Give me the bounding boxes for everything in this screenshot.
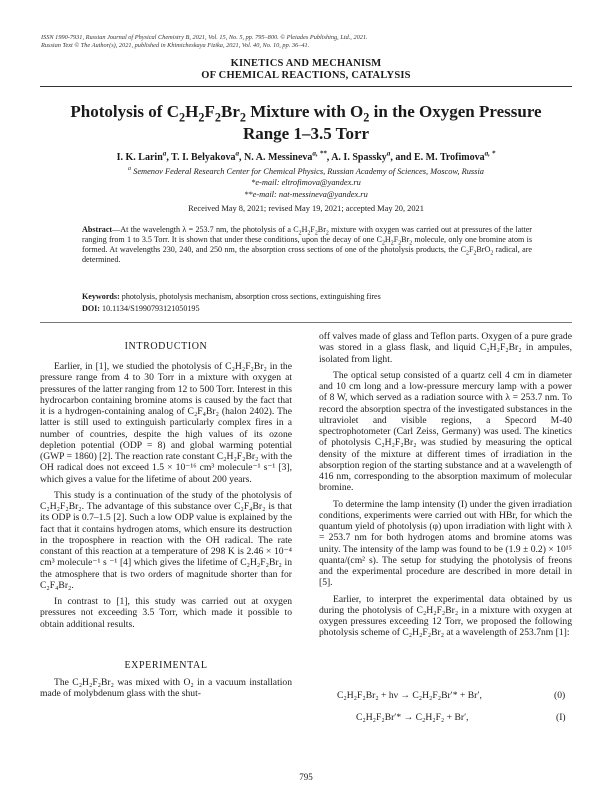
keywords: Keywords: photolysis, photolysis mechanism, absorption cross sections, extinguishing fires bbox=[82, 292, 381, 301]
intro-paragraph-2: This study is a continuation of the study of the photolysis of C₂H₂F₂Br₂. The advantage of this substance over C₂F₄Br₂ is that its ODP is 0.7–1.5 [2]. Such a low ODP value is explained by the fact that it contains hydrogen atoms, which ensure its destruction in the troposphere in reaction with the OH radical. The rate constant of this reaction at a temperature of 298 K is 2.46 × 10⁻⁴ cm³ molecule⁻¹ s ⁻¹ [4] which gives the lifetime of C₂H₂F₂Br₂ in the atmosphere that is two orders of magnitude shorter than for C₂F₄Br₂. bbox=[40, 489, 292, 591]
equation-0: C₂H₂F₂Br₂ + hν → C₂H₂F₂Br′* + Br′, bbox=[337, 690, 482, 701]
doi: DOI: 10.1134/S1990793121050195 bbox=[82, 304, 200, 313]
intro-paragraph-3: In contrast to [1], this study was carried out at oxygen pressures not exceeding 3.5 Torr, which made it possible to obtain additional results. bbox=[40, 596, 292, 630]
right-paragraph-2: The optical setup consisted of a quartz cell 4 cm in diameter and 10 cm long and a low-pressure mercury lamp with a power of 8 W, which served as a radiation source with λ = 253.7 nm. To record the absorption spectra of the investigated substances in the ultraviolet and visible regions, a Specord M-40 spectrophotometer (Carl Zeiss, Germany) was used. The kinetics of photolysis C₂H₂F₂Br₂ was studied by measuring the optical density of the mixture at different times of irradiation in the absorption region of the starting substance and at a wavelength of 416 nm, corresponding to the absorption maximum of molecular bromine. bbox=[319, 369, 572, 494]
equation-1-number: (I) bbox=[556, 712, 566, 723]
right-paragraph-3: To determine the lamp intensity (I) under the given irradiation conditions, experiments were carried out with HBr, for which the quantum yield of photolysis (φ) upon irradiation with light with λ = 253.7 nm for both hydrogen atoms and bromine atoms was unity. The intensity of the lamp was found to be (1.9 ± 0.2) × 10¹⁵ quanta/(cm² s). The setup for studying the photolysis of freons and the experimental procedure are described in more detail in [5]. bbox=[319, 498, 572, 589]
paper-title-line-2: Range 1–3.5 Torr bbox=[242, 124, 370, 143]
email-2: **e-mail: nat-messineva@yandex.ru bbox=[244, 190, 368, 199]
section-title-line-1: KINETICS AND MECHANISM bbox=[230, 58, 382, 69]
journal-header-line-1: ISSN 1990-7931, Russian Journal of Physical Chemistry B, 2021, Vol. 15, No. 5, pp. 795–800. © Pleiades Publishing, Ltd., 2021. bbox=[41, 34, 368, 41]
received-dates: Received May 8, 2021; revised May 19, 2021; accepted May 20, 2021 bbox=[188, 204, 424, 213]
heading-experimental: EXPERIMENTAL bbox=[124, 660, 208, 671]
equation-0-number: (0) bbox=[554, 690, 566, 701]
abstract: Abstract—At the wavelength λ = 253.7 nm, the photolysis of a $C_2H_2F_2Br_2$ mixture with oxygen was carried out at pressures of the latter ranging from 1 to 3.5 Torr. It is shown that under these conditions, upon the decay of one $C_2H_2F_2Br_2$ molecule, only one bromine atom is formed. At wavelengths 230, 240, and 250 nm, the absorption cross sections of one of the photolysis products, the $C_2F_2BrO_2$ radical, are determined. bbox=[82, 225, 532, 265]
intro-paragraph-1: Earlier, in [1], we studied the photolysis of C₂H₂F₂Br₂ in the pressure range from 4 to 30 Torr in a mixture with oxygen at pressures of the latter ranging from 12 to 500 Torr. Interest in this hydrocarbon containing bromine atoms is caused by the fact that it is a hydrogen-containing analog of C₂F₄Br₂ (halon 2402). The latter is still used to extinguish particularly complex fires in a number of countries, despite the high values of its ozone depletion potential (ODP = 8) and global warming potential (GWP = 1860) [2]. The reaction rate constant C₂H₂F₂Br₂ with the OH radical does not exceed 1.5 × 10⁻¹⁶ cm³ molecule⁻¹ s⁻¹ [3], which gives a value for the lifetime of about 200 years. bbox=[40, 361, 292, 485]
page-number: 795 bbox=[299, 772, 313, 782]
section-title-line-2: OF CHEMICAL REACTIONS, CATALYSIS bbox=[201, 70, 411, 81]
left-column bbox=[40, 361, 292, 630]
affiliation: $^a$ Semenov Federal Research Center for Chemical Physics, Russian Academy of Sciences, Moscow, Russia bbox=[128, 166, 484, 176]
right-paragraph-1: off valves made of glass and Teflon parts. Oxygen of a pure grade was stored in a glass flask, and liquid C₂H₂F₂Br₂ in ampules, isolated from light. bbox=[319, 331, 572, 365]
header-divider bbox=[40, 322, 572, 323]
paper-title-line-1: Photolysis of $C_2H_2F_2Br_2$ Mixture with $O_2$ in the Oxygen Pressure bbox=[70, 102, 542, 125]
experimental-paragraph-1: The C₂H₂F₂Br₂ was mixed with O₂ in a vacuum installation made of molybdenum glass with the shut- bbox=[40, 677, 292, 700]
email-1: *e-mail: eltrofimova@yandex.ru bbox=[251, 178, 361, 187]
section-rule bbox=[40, 86, 572, 87]
right-column bbox=[319, 331, 572, 639]
right-paragraph-4: Earlier, to interpret the experimental data obtained by us during the photolysis of C₂H₂F₂Br₂ in a mixture with oxygen at oxygen pressures exceeding 12 Torr, we proposed the following photolysis scheme of C₂H₂F₂Br₂ at a wavelength of 253.7nm [1]: bbox=[319, 593, 572, 639]
experimental-column bbox=[40, 677, 292, 700]
equation-1: C₂H₂F₂Br′* → C₂H₂F₂ + Br′, bbox=[356, 712, 469, 723]
heading-introduction: INTRODUCTION bbox=[124, 341, 208, 352]
journal-header-line-2: Russian Text © The Author(s), 2021, published in Khimicheskaya Fizika, 2021, Vol. 40, No. 10, pp. 36–41. bbox=[41, 42, 310, 49]
author-list: I. K. Larin$^a$, T. I. Belyakova$^a$, N. A. Messineva$^{a, **}$, A. I. Spassky$^a$, and E. M. Trofimova$^{a, *}$ bbox=[116, 149, 496, 163]
